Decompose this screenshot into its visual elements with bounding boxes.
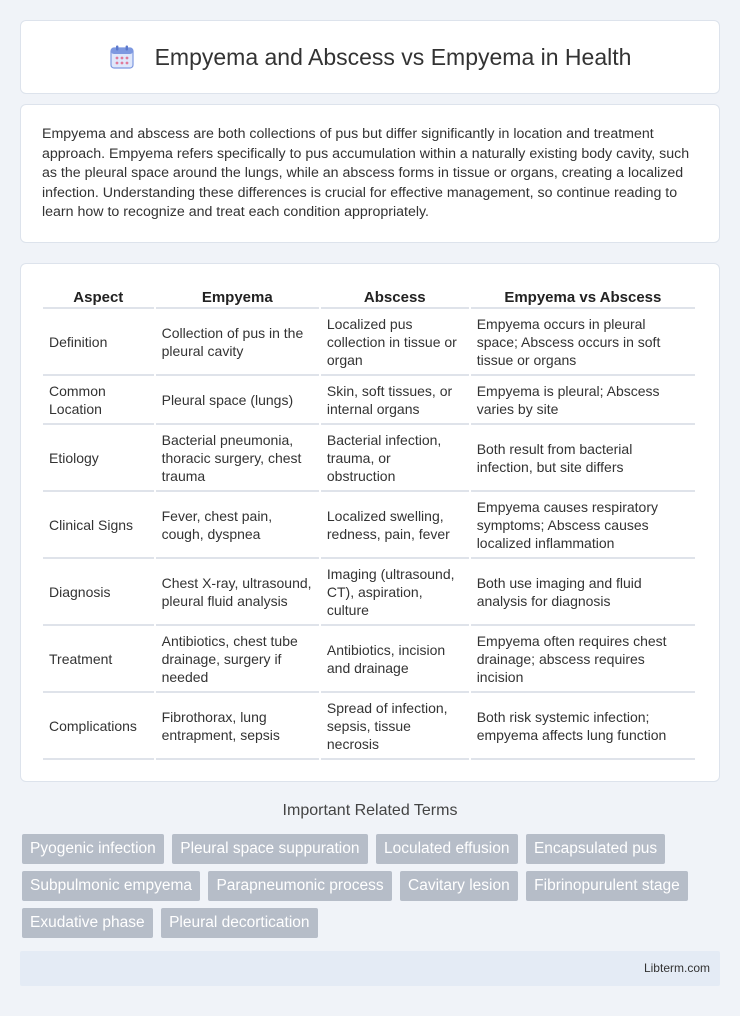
related-term-tag[interactable]: Encapsulated pus: [526, 834, 665, 864]
column-header-empyema: Empyema: [156, 282, 319, 309]
table-cell: Complications: [43, 693, 154, 760]
table-cell: Antibiotics, incision and drainage: [321, 626, 469, 693]
column-header-abscess: Abscess: [321, 282, 469, 309]
table-cell: Fever, chest pain, cough, dyspnea: [156, 492, 319, 559]
page-title: Empyema and Abscess vs Empyema in Health: [154, 43, 632, 70]
related-term-tag[interactable]: Pleural space suppuration: [172, 834, 367, 864]
table-cell: Both use imaging and fluid analysis for diagnosis: [471, 559, 695, 626]
table-row: [43, 425, 695, 492]
table-cell: Empyema is pleural; Abscess varies by site: [471, 376, 695, 425]
column-header-comparison: Empyema vs Abscess: [471, 282, 695, 309]
calendar-icon: [109, 44, 135, 70]
table-row: [43, 492, 695, 559]
table-cell: Clinical Signs: [43, 492, 154, 559]
intro-paragraph: Empyema and abscess are both collections of pus but differ significantly in location and treatment approach. Empyema refers specifically to pus accumulation within a naturally existing body cavity, such as the pleural space around the lungs, while an abscess forms in tissue or organs, creating a localized infection. Understanding these differences is crucial for effective management, so continue reading to learn how to recognize and treat each condition appropriately.: [42, 126, 690, 221]
table-cell: Imaging (ultrasound, CT), aspiration, culture: [321, 559, 469, 626]
related-terms-list: [22, 834, 722, 945]
table-cell: Empyema often requires chest drainage; abscess requires incision: [471, 626, 695, 693]
table-row: [43, 626, 695, 693]
table-header-row: [43, 282, 695, 309]
table-cell: Collection of pus in the pleural cavity: [156, 309, 319, 376]
comparison-table-card: [20, 263, 720, 782]
related-term-tag[interactable]: Exudative phase: [22, 908, 153, 938]
table-cell: Etiology: [43, 425, 154, 492]
related-term-tag[interactable]: Cavitary lesion: [400, 871, 518, 901]
comparison-table: [41, 282, 697, 760]
column-header-aspect: Aspect: [43, 282, 154, 309]
table-cell: Bacterial pneumonia, thoracic surgery, chest trauma: [156, 425, 319, 492]
related-term-tag[interactable]: Pyogenic infection: [22, 834, 164, 864]
table-cell: Both result from bacterial infection, but site differs: [471, 425, 695, 492]
table-cell: Localized pus collection in tissue or organ: [321, 309, 469, 376]
table-cell: Pleural space (lungs): [156, 376, 319, 425]
table-cell: Empyema causes respiratory symptoms; Abscess causes localized inflammation: [471, 492, 695, 559]
table-cell: Chest X-ray, ultrasound, pleural fluid analysis: [156, 559, 319, 626]
related-terms-title: Important Related Terms: [282, 802, 458, 819]
table-cell: Skin, soft tissues, or internal organs: [321, 376, 469, 425]
table-cell: Empyema occurs in pleural space; Abscess occurs in soft tissue or organs: [471, 309, 695, 376]
table-row: [43, 559, 695, 626]
table-row: [43, 309, 695, 376]
table-cell: Spread of infection, sepsis, tissue necrosis: [321, 693, 469, 760]
intro-card: [20, 104, 720, 243]
table-row: [43, 376, 695, 425]
related-term-tag[interactable]: Loculated effusion: [376, 834, 518, 864]
related-term-tag[interactable]: Subpulmonic empyema: [22, 871, 200, 901]
footer-brand-link[interactable]: Libterm.com: [643, 961, 710, 975]
table-cell: Diagnosis: [43, 559, 154, 626]
related-term-tag[interactable]: Fibrinopurulent stage: [526, 871, 688, 901]
table-row: [43, 693, 695, 760]
title-card: [20, 20, 720, 94]
table-cell: Treatment: [43, 626, 154, 693]
table-cell: Antibiotics, chest tube drainage, surgery if needed: [156, 626, 319, 693]
table-cell: Bacterial infection, trauma, or obstruction: [321, 425, 469, 492]
footer: [20, 951, 720, 986]
table-cell: Common Location: [43, 376, 154, 425]
related-term-tag[interactable]: Parapneumonic process: [208, 871, 391, 901]
table-cell: Definition: [43, 309, 154, 376]
related-term-tag[interactable]: Pleural decortication: [161, 908, 317, 938]
table-cell: Both risk systemic infection; empyema affects lung function: [471, 693, 695, 760]
table-cell: Localized swelling, redness, pain, fever: [321, 492, 469, 559]
table-cell: Fibrothorax, lung entrapment, sepsis: [156, 693, 319, 760]
